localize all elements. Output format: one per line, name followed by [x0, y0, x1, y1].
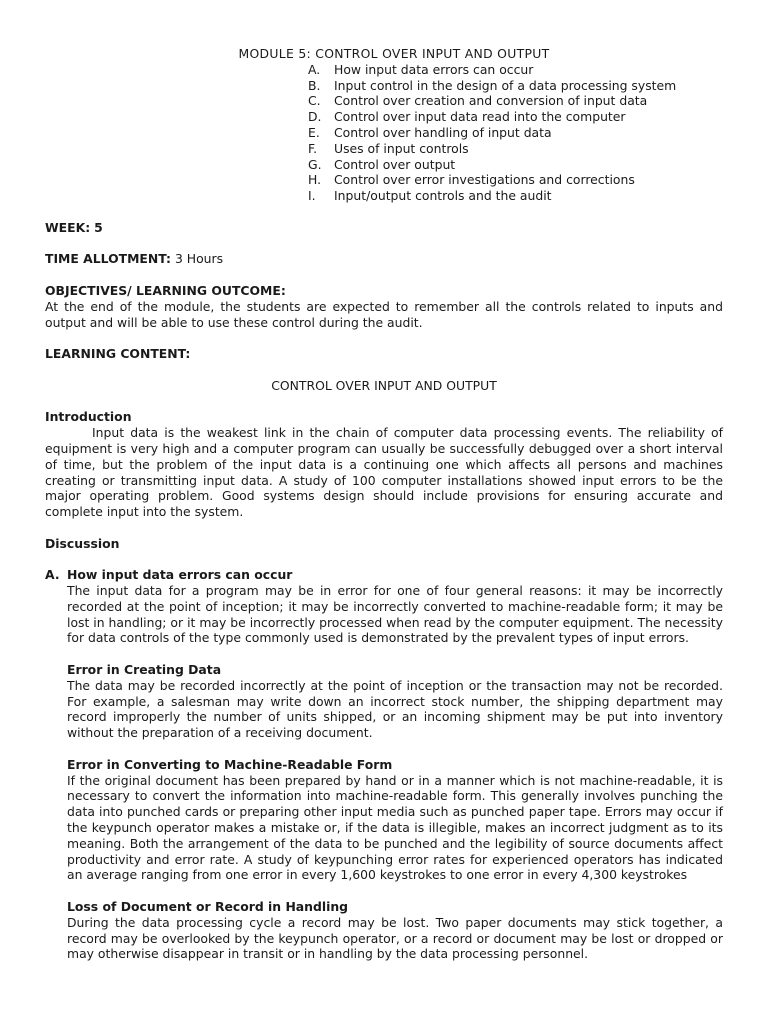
module-title: MODULE 5: CONTROL OVER INPUT AND OUTPUT [238, 46, 550, 61]
document-page [45, 46, 723, 962]
creating-data-text: The data may be recorded incorrectly at the point of inception or the transaction may not be recorded. For example, a salesman may write down an incorrect stock number, the shipping department may record improperly the number of units shipped, or an incoming shipment may be put into inventory without the preparation of a receiving document. [67, 677, 723, 741]
creating-data-heading: Error in Creating Data [67, 662, 222, 678]
objectives-heading: OBJECTIVES/ LEARNING OUTCOME: [45, 282, 286, 298]
topic-item: A. How input data errors can occur [308, 61, 534, 77]
discussion-heading: Discussion [45, 535, 120, 551]
objectives-text: At the end of the module, the students are expected to remember all the controls related to inputs and output and will be able to use these control during the audit. [45, 298, 723, 330]
converting-heading: Error in Converting to Machine-Readable Form [67, 756, 393, 772]
topic-list [308, 62, 723, 204]
section-a-text: The input data for a program may be in error for one of four general reasons: it may be incorrectly recorded at the point of inception; it may be incorrectly converted to machine-readable form; it may be lost in handling; or it may be incorrectly processed when read by the computer equipment. The necessity for data controls of the type commonly used is demonstrated by the prevalent types of input errors. [67, 583, 723, 646]
loss-text: During the data processing cycle a record may be lost. Two paper documents may stick together, a record may be overlooked by the keypunch operator, or a record or document may be lost or dropped or may otherwise disappear in transit or in handling by the data processing personnel. [67, 914, 723, 962]
learning-content-heading: LEARNING CONTENT: [45, 346, 191, 362]
introduction-heading: Introduction [45, 409, 132, 425]
topic-item: D. Control over input data read into the computer [308, 109, 626, 125]
topic-item: B. Input control in the design of a data processing system [308, 77, 677, 93]
topic-item: I. Input/output controls and the audit [308, 188, 552, 204]
topic-item: E. Control over handling of input data [308, 124, 552, 140]
topic-item: G. Control over output [308, 156, 456, 172]
week-line: WEEK: 5 [45, 219, 103, 235]
topic-item: H. Control over error investigations and corrections [308, 172, 635, 188]
topic-item: F. Uses of input controls [308, 140, 469, 156]
topic-item: C. Control over creation and conversion of input data [308, 93, 648, 109]
loss-heading: Loss of Document or Record in Handling [67, 899, 349, 915]
introduction-text: Input data is the weakest link in the chain of computer data processing events. The reliability of equipment is very high and a computer program can usually be successfully debugged over a short interval of time, but the problem of the input data is a continuing one which affects all persons and machines creating or transmitting input data. A study of 100 computer installations showed input errors to be the major operating problem. Good systems design should include provisions for ensuring accurate and complete input into the system. [45, 425, 723, 520]
section-title: CONTROL OVER INPUT AND OUTPUT [271, 377, 497, 393]
section-a-heading: A. How input data errors can occur [45, 567, 293, 583]
converting-text: If the original document has been prepared by hand or in a manner which is not machine-readable, it is necessary to convert the information into machine-readable form. This generally involves punching the data into punched cards or preparing other input media such as punched paper tape. Errors may occur if the keypunch operator makes a mistake or, if the data is illegible, makes an incorrect judgment as to its meaning. Both the arrangement of the data to be punched and the legibility of source documents affect productivity and error rate. A study of keypunching error rates for experienced operators has indicated an average ranging from one error in every 1,600 keystrokes to one error in every 4,300 keystrokes [67, 772, 723, 883]
time-allotment-line: TIME ALLOTMENT: 3 Hours [45, 251, 224, 267]
